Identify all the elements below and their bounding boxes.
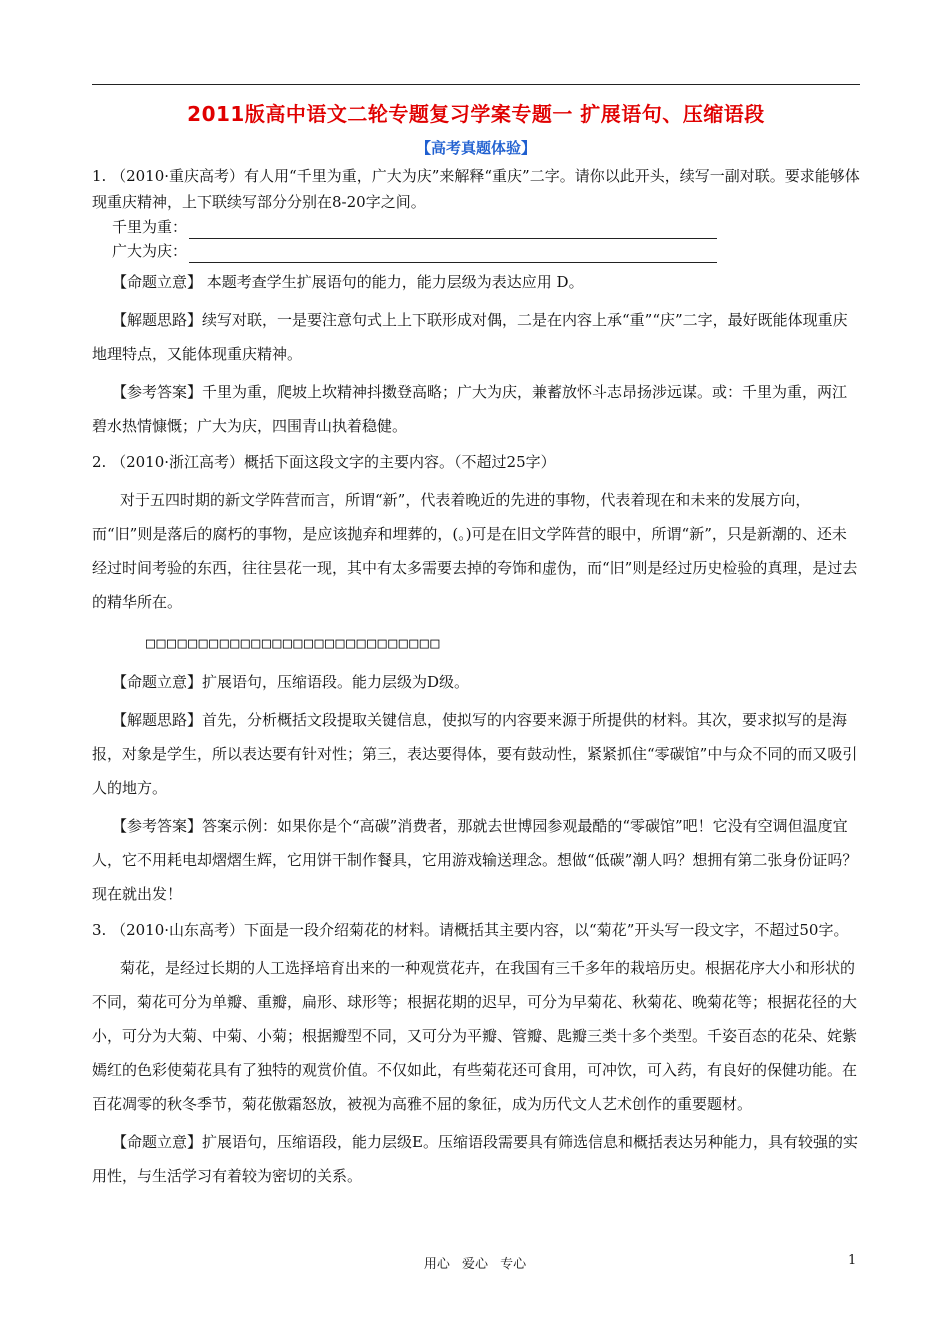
q2-approach: 【解题思路】首先，分析概括文段提取关键信息，使拟写的内容要来源于所提供的材料。其次，要求拟写的是海报，对象是学生，所以表达要有针对性；第三，表达要得体，要有鼓动性，紧紧抓住“零碳馆”中与众不同的而又吸引人的地方。: [92, 711, 858, 797]
q2-passage: 对于五四时期的新文学阵营而言，所谓“新”，代表着晚近的先进的事物，代表着现在和未来的发展方向，而“旧”则是落后的腐朽的事物，是应该抛弃和埋葬的，(。)可是在旧文学阵营的眼中，所谓“新”，只是新潮的、还未经过时间考验的东西，往往昙花一现，其中有太多需要去掉的夸饰和虚伪，而“旧”则是经过历史检验的真理，是过去的精华所在。: [92, 491, 858, 611]
q1-blank-2: [92, 239, 860, 263]
q1-blank-2-line: [189, 247, 717, 263]
q1-blank-1: [92, 215, 860, 239]
footer-motto: 用心 爱心 专心: [423, 1257, 527, 1272]
q2-stem: 2. （2010·浙江高考）概括下面这段文字的主要内容。（不超过25字）: [92, 453, 556, 471]
header-rule: [92, 84, 860, 85]
document-body: [92, 163, 860, 1193]
q1-blank-1-label: 千里为重：: [112, 218, 188, 236]
q3-intent: 【命题立意】扩展语句，压缩语段，能力层级E。压缩语段需要具有筛选信息和概括表达另种能力，具有较强的实用性，与生活学习有着较为密切的关系。: [92, 1133, 858, 1185]
q2-intent: 【命题立意】扩展语句，压缩语段。能力层级为D级。: [112, 673, 470, 691]
q1-intent: 【命题立意】 本题考查学生扩展语句的能力，能力层级为表达应用 D。: [112, 273, 584, 291]
q1-answer: 【参考答案】千里为重，爬坡上坎精神抖擞登高略；广大为庆，兼蓄放怀斗志昂扬涉远谋。或：千里为重，两江碧水热情慷慨；广大为庆，四围青山执着稳健。: [92, 383, 848, 435]
document-title: 2011版高中语文二轮专题复习学案专题一 扩展语句、压缩语段: [187, 102, 765, 126]
q1-blank-2-label: 广大为庆：: [112, 242, 188, 260]
section-heading: 【高考真题体验】: [415, 139, 536, 157]
q1-stem: 1. （2010·重庆高考）有人用“千里为重，广大为庆”来解释“重庆”二字。请你以此开头，续写一副对联。要求能够体现重庆精神，上下联续写部分分别在8-20字之间。: [92, 167, 860, 211]
q3-stem: 3. （2010·山东高考）下面是一段介绍菊花的材料。请概括其主要内容，以“菊花”开头写一段文字，不超过50字。: [92, 921, 849, 939]
q1-blank-1-line: [189, 223, 717, 239]
q1-approach: 【解题思路】续写对联，一是要注意句式上上下联形成对偶，二是在内容上承“重”“庆”二字，最好既能体现重庆地理特点，又能体现重庆精神。: [92, 311, 848, 363]
q3-passage: 菊花，是经过长期的人工选择培育出来的一种观赏花卉，在我国有三千多年的栽培历史。根据花序大小和形状的不同，菊花可分为单瓣、重瓣，扁形、球形等；根据花期的迟早，可分为早菊花、秋菊花、晚菊花等；根据花径的大小，可分为大菊、中菊、小菊；根据瓣型不同，又可分为平瓣、管瓣、匙瓣三类十多个类型。千姿百态的花朵、姹紫嫣红的色彩使菊花具有了独特的观赏价值。不仅如此，有些菊花还可食用，可冲饮，可入药，有良好的保健功能。在百花凋零的秋冬季节，菊花傲霜怒放，被视为高雅不屈的象征，成为历代文人艺术创作的重要题材。: [92, 959, 858, 1113]
q2-answer: 【参考答案】答案示例：如果你是个“高碳”消费者，那就去世博园参观最酷的“零碳馆”吧！它没有空调但温度宜人，它不用耗电却熠熠生辉，它用饼干制作餐具，它用游戏输送理念。想做“低碳”潮人吗？想拥有第二张身份证吗？现在就出发！: [92, 817, 858, 903]
q2-answer-boxes: □□□□□□□□□□□□□□□□□□□□□□□□□□□□: [146, 634, 441, 652]
page-number: 1: [848, 1253, 857, 1268]
